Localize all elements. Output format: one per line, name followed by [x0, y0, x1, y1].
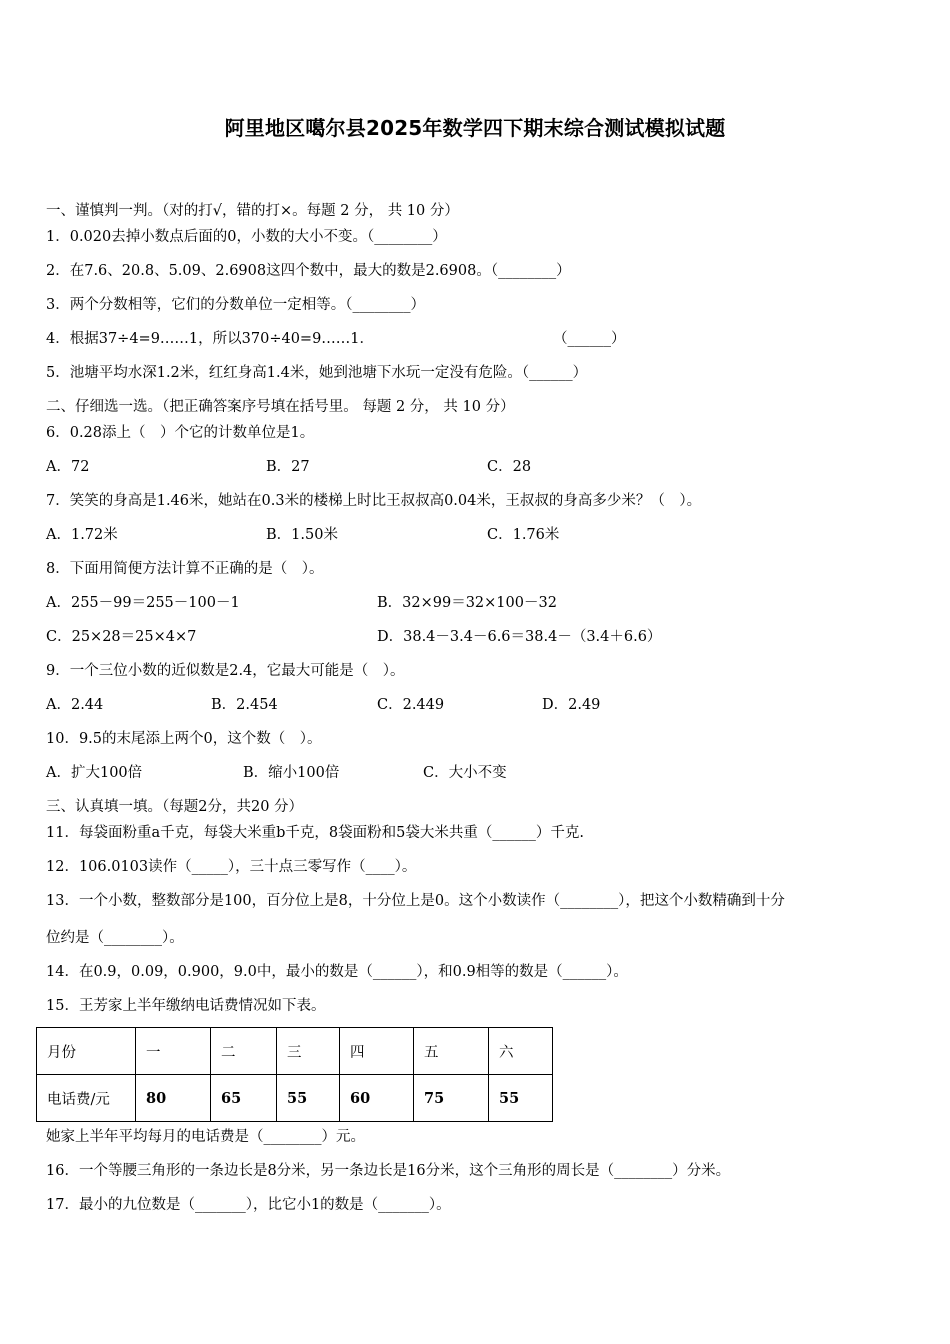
question-17: 17．最小的九位数是（_______），比它小1的数是（_______）。 [46, 1197, 451, 1213]
question-5: 5．池塘平均水深1.2米，红红身高1.4米，她到池塘下水玩一定没有危险。（______） [46, 365, 588, 381]
question-8-option-d: D．38.4－3.4－6.6＝38.4－（3.4＋6.6） [377, 629, 662, 645]
question-6: 6．0.28添上（ ）个它的计数单位是1。 [46, 425, 315, 441]
question-4: 4．根据37÷4=9……1，所以370÷40=9……1． [46, 331, 375, 347]
question-10-option-c: C．大小不变 [423, 765, 507, 781]
table-header-cell: 六 [489, 1028, 553, 1075]
table-header-cell: 一 [136, 1028, 211, 1075]
question-10-option-a: A．扩大100倍 [46, 765, 143, 781]
table-cell: 55 [489, 1075, 553, 1122]
question-9-option-a: A．2.44 [46, 697, 104, 713]
table-cell: 80 [136, 1075, 211, 1122]
table-row [37, 1075, 553, 1122]
section2-heading: 二、仔细选一选。（把正确答案序号填在括号里。 每题 2 分， 共 10 分） [46, 399, 515, 415]
question-7-option-a: A．1.72米 [46, 527, 118, 543]
question-1: 1．0.020去掉小数点后面的0，小数的大小不变。（________） [46, 229, 447, 245]
question-14: 14．在0.9，0.09，0.900，9.0中，最小的数是（______），和0.9相等的数是（______）。 [46, 964, 628, 980]
section1-heading: 一、谨慎判一判。（对的打√，错的打×。每题 2 分， 共 10 分） [46, 203, 459, 219]
question-8-option-c: C．25×28＝25×4×7 [46, 629, 197, 645]
question-4-blank: （______） [553, 331, 626, 347]
question-8-option-b: B．32×99＝32×100－32 [377, 595, 557, 611]
question-8-option-a: A．255－99＝255－100－1 [46, 595, 240, 611]
table-row-label: 电话费/元 [37, 1075, 136, 1122]
question-9: 9．一个三位小数的近似数是2.4，它最大可能是（ ）。 [46, 663, 405, 679]
question-11: 11．每袋面粉重a千克，每袋大米重b千克，8袋面粉和5袋大米共重（______）千克. [46, 825, 584, 841]
section3-heading: 三、认真填一填。（每题2分，共20 分） [46, 799, 304, 815]
question-7-option-b: B．1.50米 [266, 527, 338, 543]
question-7: 7．笑笑的身高是1.46米，她站在0.3米的楼梯上时比王叔叔高0.04米，王叔叔的身高多少米？（ ）。 [46, 493, 702, 509]
question-7-option-c: C．1.76米 [487, 527, 560, 543]
question-6-option-b: B．27 [266, 459, 310, 475]
table-header-cell: 二 [211, 1028, 277, 1075]
table-cell: 65 [211, 1075, 277, 1122]
table-header-cell: 月份 [37, 1028, 136, 1075]
question-9-option-b: B．2.454 [211, 697, 278, 713]
question-12: 12．106.0103读作（_____），三十点三零写作（____）。 [46, 859, 417, 875]
question-13-line-1: 13．一个小数，整数部分是100，百分位上是8，十分位上是0。这个小数读作（________），把这个小数精确到十分 [46, 893, 785, 909]
phone-fee-table [36, 1027, 553, 1122]
table-cell: 55 [277, 1075, 340, 1122]
table-cell: 75 [414, 1075, 489, 1122]
question-6-option-a: A．72 [46, 459, 90, 475]
question-2: 2．在7.6、20.8、5.09、2.6908这四个数中，最大的数是2.6908。（________） [46, 263, 571, 279]
question-8: 8．下面用简便方法计算不正确的是（ ）。 [46, 561, 324, 577]
table-cell: 60 [340, 1075, 414, 1122]
question-10-option-b: B．缩小100倍 [243, 765, 340, 781]
question-6-option-c: C．28 [487, 459, 532, 475]
table-header-cell: 四 [340, 1028, 414, 1075]
question-10: 10．9.5的末尾添上两个0，这个数（ ）。 [46, 731, 322, 747]
question-15-followup: 她家上半年平均每月的电话费是（________）元。 [46, 1129, 365, 1145]
table-header-row [37, 1028, 553, 1075]
question-13-line-2: 位约是（________）。 [46, 930, 184, 946]
table-header-cell: 五 [414, 1028, 489, 1075]
question-9-option-d: D．2.49 [542, 697, 601, 713]
question-3: 3．两个分数相等，它们的分数单位一定相等。（________） [46, 297, 425, 313]
question-9-option-c: C．2.449 [377, 697, 445, 713]
table-header-cell: 三 [277, 1028, 340, 1075]
question-16: 16．一个等腰三角形的一条边长是8分米，另一条边长是16分米，这个三角形的周长是（________）分米。 [46, 1163, 731, 1179]
page-title: 阿里地区噶尔县2025年数学四下期末综合测试模拟试题 [224, 116, 726, 140]
question-15: 15．王芳家上半年缴纳电话费情况如下表。 [46, 998, 326, 1014]
